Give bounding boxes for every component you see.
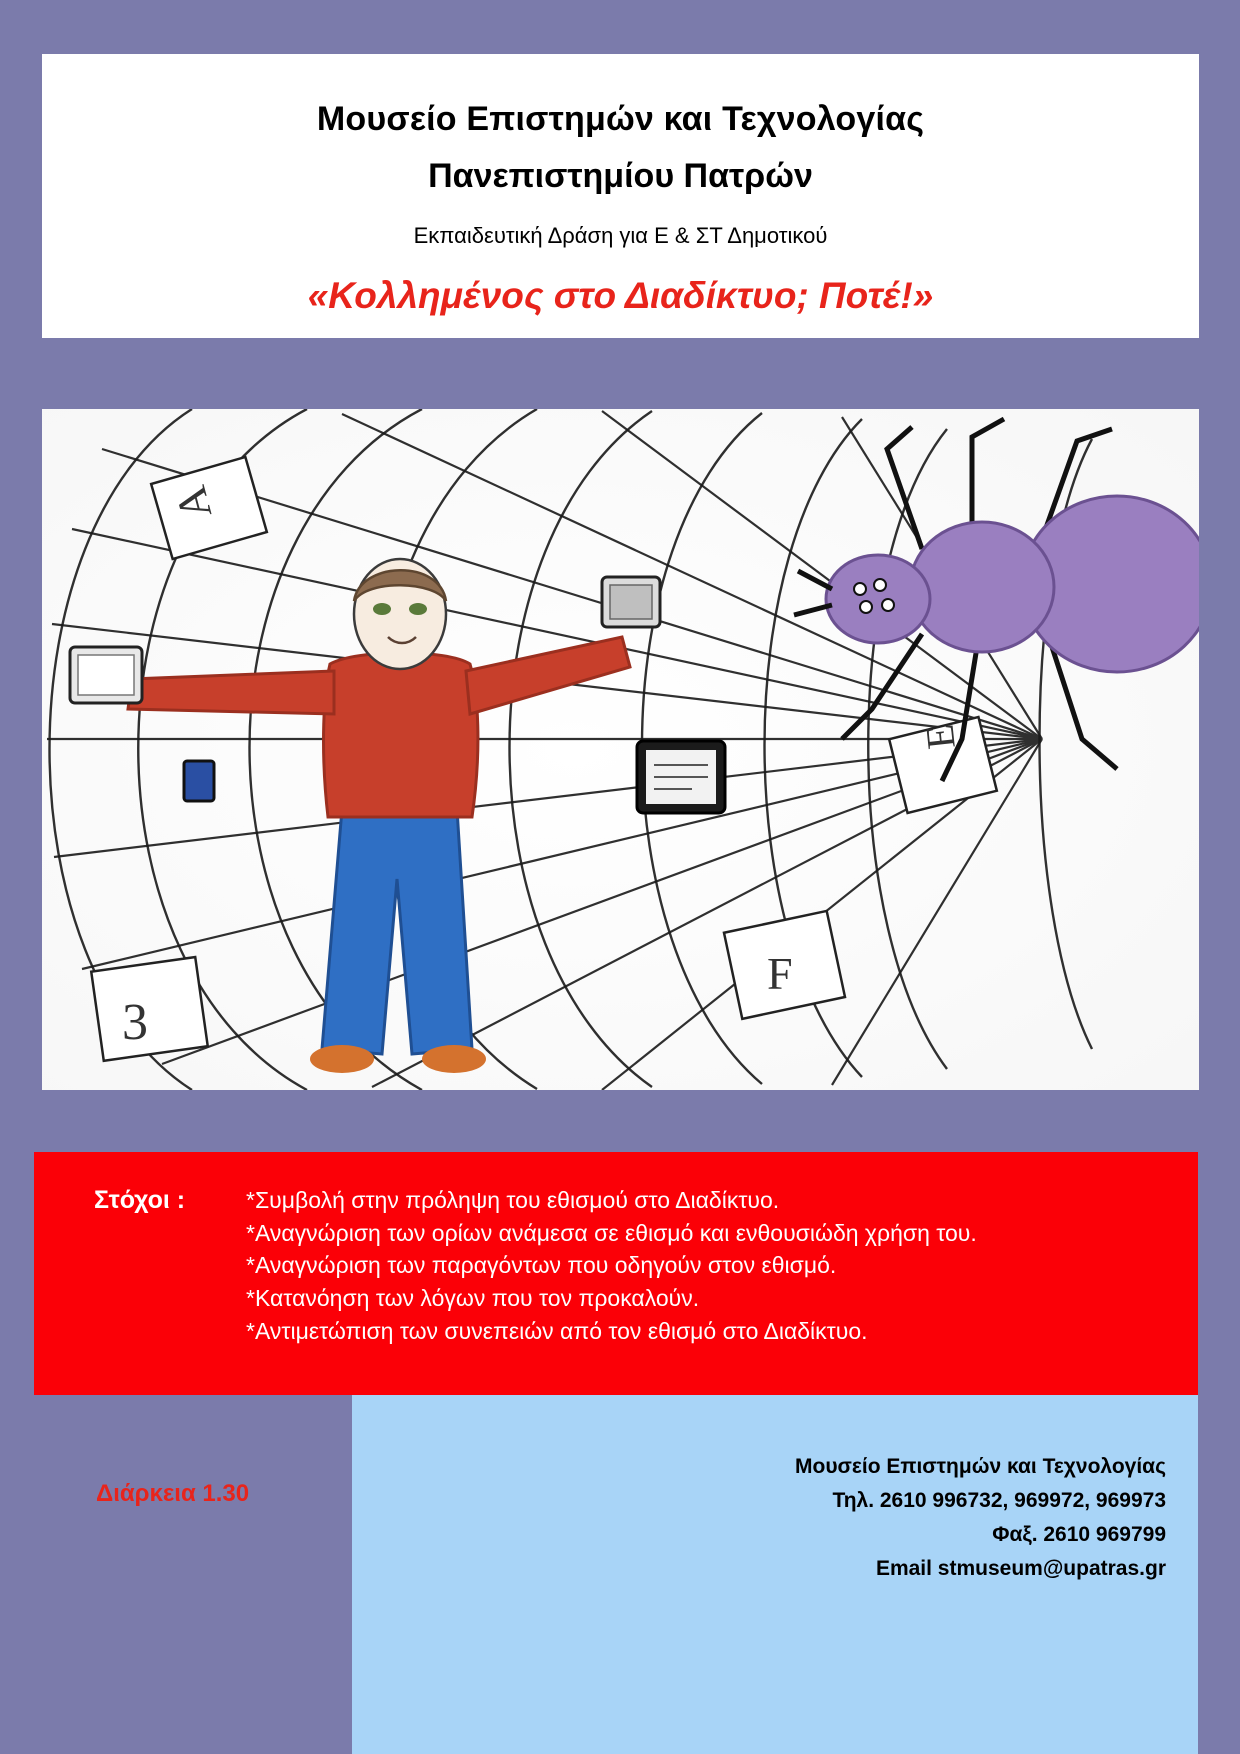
objective-item: *Αντιμετώπιση των συνεπειών από τον εθισμό στο Διαδίκτυο. <box>246 1317 868 1344</box>
objectives-label: Στόχοι : <box>94 1186 186 1214</box>
objective-item: *Κατανόηση των λόγων που τον προκαλούν. <box>246 1284 700 1311</box>
objectives-list <box>242 1184 1168 1395</box>
web-letter-card-3 <box>91 957 208 1061</box>
objective-item: *Αναγνώριση των παραγόντων που οδηγούν στον εθισμό. <box>246 1252 837 1279</box>
contact-fax: Φαξ. 2610 969799 <box>992 1523 1166 1547</box>
organization-title-line2: Πανεπιστημίου Πατρών <box>428 156 813 195</box>
program-subtitle: Εκπαιδευτική Δράση για Ε & ΣΤ Δημοτικού <box>413 223 828 248</box>
svg-text:A: A <box>165 481 222 525</box>
duration-label: Διάρκεια 1.30 <box>96 1480 250 1507</box>
page-title: «Κολλημένος στο Διαδίκτυο; Ποτέ!» <box>307 275 934 316</box>
objective-item: *Αναγνώριση των ορίων ανάμεσα σε εθισμό και ενθουσιώδη χρήση του. <box>246 1219 977 1246</box>
svg-text:E: E <box>916 722 964 752</box>
objective-item: *Συμβολή στην πρόληψη του εθισμού στο Διαδίκτυο. <box>246 1187 780 1213</box>
device-tablet-right <box>637 741 725 813</box>
device-tablet-left <box>70 647 142 703</box>
device-tablet-top <box>602 577 660 627</box>
illustration-image <box>42 409 1199 1090</box>
svg-text:F: F <box>767 948 793 999</box>
objectives-section <box>34 1152 1198 1395</box>
device-phone-small <box>184 761 214 801</box>
organization-title-line1: Μουσείο Επιστημών και Τεχνολογίας <box>316 100 925 138</box>
header-panel <box>42 54 1199 338</box>
contact-phone: Τηλ. 2610 996732, 969972, 969973 <box>832 1489 1166 1513</box>
contact-organization: Μουσείο Επιστημών και Τεχνολογίας <box>795 1455 1166 1478</box>
contact-email: Email stmuseum@upatras.gr <box>875 1557 1166 1581</box>
spider-web-drawing <box>42 409 1199 1090</box>
svg-text:3: 3 <box>122 994 148 1051</box>
contact-info-box <box>352 1395 1198 1754</box>
